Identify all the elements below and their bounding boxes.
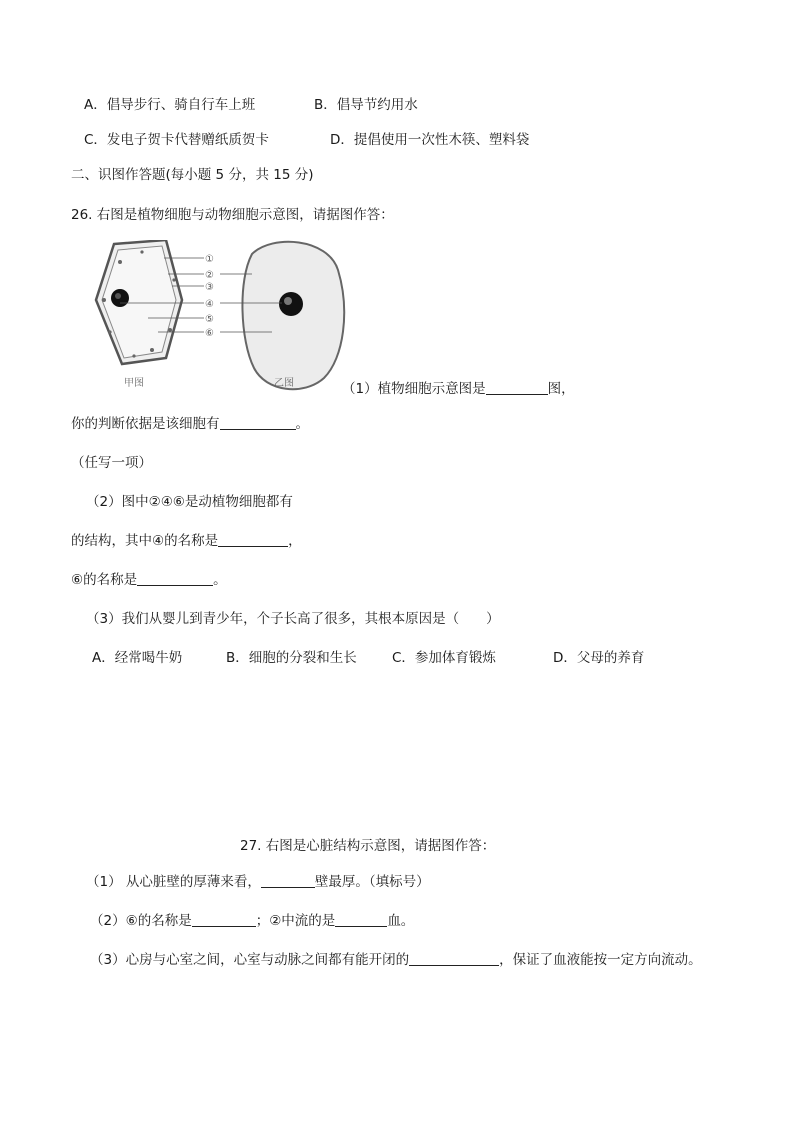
q26-part2-line2: 的结构，其中④的名称是 ，: [71, 533, 302, 549]
animal-nucleus: [279, 292, 303, 316]
q26-part1-line1: （1）植物细胞示意图是 图，: [342, 381, 575, 397]
q26-part3-question: （3）我们从婴儿到青少年，个子长高了很多，其根本原因是（ ）: [86, 611, 500, 627]
q27-stem: 27. 右图是心脏结构示意图，请据图作答：: [240, 838, 496, 854]
answer-blank-3[interactable]: [218, 532, 288, 547]
diagram-label-3: ③: [205, 282, 214, 293]
animal-cell-caption: 乙图: [274, 378, 294, 389]
answer-blank-6[interactable]: [192, 912, 256, 927]
q25-option-a: A．倡导步行、骑自行车上班: [84, 97, 256, 113]
answer-blank-5[interactable]: [261, 873, 315, 888]
plant-cell: [96, 240, 182, 364]
diagram-label-5: ⑤: [205, 314, 214, 325]
q25-option-c: C．发电子贺卡代替赠纸质贺卡: [84, 132, 269, 148]
answer-blank-2[interactable]: [220, 415, 296, 430]
q26-part2-line3: ⑥的名称是 。: [71, 572, 227, 588]
diagram-label-1: ①: [205, 254, 214, 265]
answer-blank-8[interactable]: [409, 951, 499, 966]
q26-part2-line1: （2）图中②④⑥是动植物细胞都有: [86, 494, 293, 510]
answer-blank-4[interactable]: [137, 571, 213, 586]
q26-part3-option-b: B．细胞的分裂和生长: [226, 650, 357, 666]
q25-option-d: D．提倡使用一次性木筷、塑料袋: [330, 132, 530, 148]
q26-stem: 26. 右图是植物细胞与动物细胞示意图，请据图作答：: [71, 207, 394, 223]
q26-part3-option-a: A．经常喝牛奶: [92, 650, 183, 666]
q26-part3-option-c: C．参加体育锻炼: [392, 650, 496, 666]
animal-cell: [242, 242, 344, 389]
q25-option-b: B．倡导节约用水: [314, 97, 418, 113]
cell-diagram: [92, 240, 352, 392]
answer-blank-1[interactable]: [486, 380, 548, 395]
diagram-label-6: ⑥: [205, 328, 214, 339]
q27-part2: （2）⑥的名称是 ；②中流的是 血。: [90, 913, 415, 929]
section2-heading: 二、识图作答题(每小题 5 分，共 15 分): [71, 167, 314, 183]
q27-part3: （3）心房与心室之间，心室与动脉之间都有能开闭的 ，保证了血液能按一定方向流动。: [90, 952, 702, 968]
q26-part1-note: （任写一项）: [71, 455, 152, 471]
q26-part1-line2: 你的判断依据是该细胞有 。: [71, 416, 309, 432]
diagram-label-2: ②: [205, 270, 214, 281]
diagram-label-4: ④: [205, 299, 214, 310]
q26-part3-option-d: D．父母的养育: [553, 650, 645, 666]
answer-blank-7[interactable]: [335, 912, 387, 927]
q27-part1: （1） 从心脏壁的厚薄来看， 壁最厚。（填标号）: [86, 874, 430, 890]
plant-cell-caption: 甲图: [124, 378, 144, 389]
